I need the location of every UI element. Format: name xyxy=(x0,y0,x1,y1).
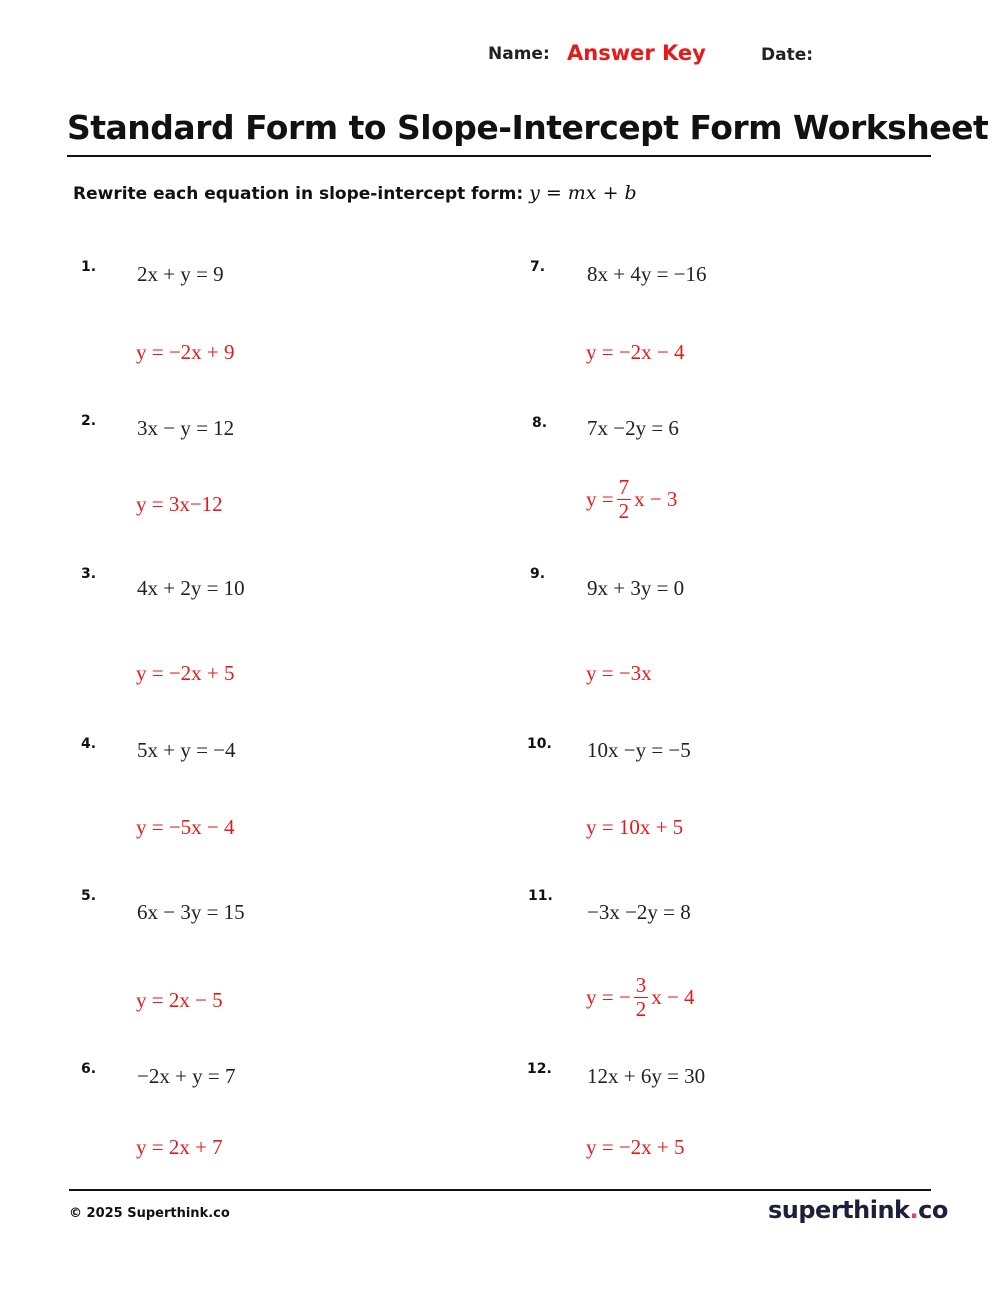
logo-dot: . xyxy=(909,1196,919,1224)
name-label: Name: xyxy=(488,44,550,64)
answer-suffix: x − 4 xyxy=(651,985,695,1009)
problem-answer: y = −3x xyxy=(586,661,652,685)
problem-answer: y = −2x + 5 xyxy=(586,1135,685,1159)
problem-equation: 6x − 3y = 15 xyxy=(137,900,245,924)
problem-equation: 2x + y = 9 xyxy=(137,262,224,286)
instructions xyxy=(73,182,637,204)
page-title: Standard Form to Slope-Intercept Form Worksheet xyxy=(67,108,989,147)
answer-prefix: y = − xyxy=(586,985,631,1009)
problem-equation: 4x + 2y = 10 xyxy=(137,576,245,600)
problem-answer: y = −2x − 4 xyxy=(586,340,685,364)
problem-number: 11. xyxy=(528,888,553,904)
logo-main: superthink xyxy=(768,1196,910,1224)
instructions-text: Rewrite each equation in slope-intercept form: xyxy=(73,184,524,204)
copyright: © 2025 Superthink.co xyxy=(69,1206,230,1221)
problem-equation: −3x −2y = 8 xyxy=(587,900,691,924)
problem-equation: 10x −y = −5 xyxy=(587,738,691,762)
problem-equation: 5x + y = −4 xyxy=(137,738,236,762)
problem-equation: 12x + 6y = 30 xyxy=(587,1064,706,1088)
fraction-numerator: 3 xyxy=(635,973,647,997)
problem-answer xyxy=(586,975,695,1020)
problem-number: 1. xyxy=(81,259,97,275)
problem-number: 12. xyxy=(527,1061,552,1077)
problem-answer: y = 2x + 7 xyxy=(136,1135,223,1159)
problem-answer: y = −2x + 5 xyxy=(136,661,235,685)
problem-answer xyxy=(586,477,677,522)
answer-suffix: x − 3 xyxy=(634,487,678,511)
problem-answer: y = 3x−12 xyxy=(136,492,223,516)
fraction-numerator: 7 xyxy=(618,475,630,499)
answer-fraction xyxy=(634,975,649,1020)
logo-tld: co xyxy=(918,1196,948,1224)
fraction-denominator: 2 xyxy=(635,997,647,1021)
footer-divider xyxy=(69,1189,931,1191)
answer-fraction xyxy=(617,477,632,522)
problem-number: 3. xyxy=(81,566,97,582)
problem-answer: y = −2x + 9 xyxy=(136,340,235,364)
superthink-logo xyxy=(768,1196,948,1224)
problem-answer: y = −5x − 4 xyxy=(136,815,235,839)
name-value: Answer Key xyxy=(567,41,706,65)
problem-number: 10. xyxy=(527,736,552,752)
problem-equation: −2x + y = 7 xyxy=(137,1064,236,1088)
instructions-formula: y = mx + b xyxy=(529,182,637,204)
date-label: Date: xyxy=(761,45,814,65)
problem-answer: y = 2x − 5 xyxy=(136,988,223,1012)
problem-number: 4. xyxy=(81,736,97,752)
answer-prefix: y = xyxy=(586,487,614,511)
problem-equation: 8x + 4y = −16 xyxy=(587,262,707,286)
problem-number: 7. xyxy=(530,259,546,275)
problem-number: 2. xyxy=(81,413,97,429)
problem-number: 9. xyxy=(530,566,546,582)
problem-number: 6. xyxy=(81,1061,97,1077)
problem-number: 5. xyxy=(81,888,97,904)
problem-answer: y = 10x + 5 xyxy=(586,815,684,839)
problem-equation: 7x −2y = 6 xyxy=(587,416,679,440)
fraction-denominator: 2 xyxy=(618,499,630,523)
problem-number: 8. xyxy=(532,415,548,431)
problem-equation: 9x + 3y = 0 xyxy=(587,576,685,600)
title-divider xyxy=(67,155,931,157)
problem-equation: 3x − y = 12 xyxy=(137,416,235,440)
